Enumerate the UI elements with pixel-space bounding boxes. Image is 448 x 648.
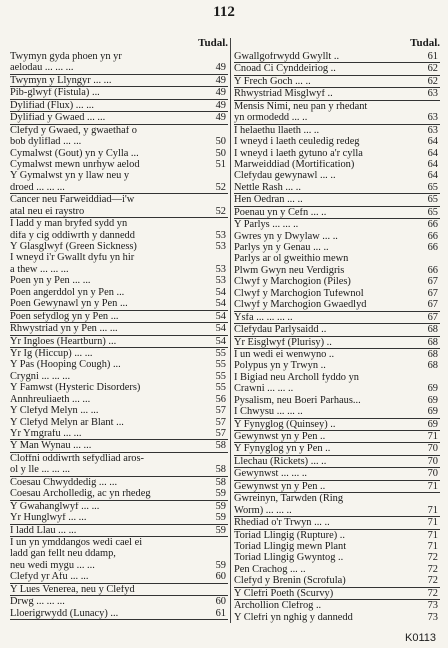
index-entry (234, 159, 440, 170)
index-entry (10, 336, 228, 348)
index-entry (10, 596, 228, 607)
entry-page: 71 (427, 517, 438, 529)
entry-title: Clefydau gewynawl ... .. (234, 171, 336, 182)
entry-title: Clefyd y Brenin (Scrofula) (234, 576, 346, 587)
index-entry (234, 481, 440, 493)
entry-title: Gwreinyn, Tarwden (Ring (234, 494, 344, 505)
entry-page: 62 (427, 63, 438, 75)
entry-title: Y Glasglwyf (Green Sickness) (10, 242, 137, 253)
entry-title: Cymalwst (Gout) yn y Cylla ... (10, 148, 139, 159)
entry-title: I Chwysu ... ... .. (234, 407, 303, 418)
index-entry (10, 371, 228, 382)
entry-title: Y Gymalwst yn y llaw neu y (10, 171, 130, 182)
index-entry (234, 419, 440, 431)
entry-title: Rhwystriad yn y Pen ... ... (10, 324, 118, 335)
entry-title: Yr Ig (Hiccup) ... ... (10, 348, 93, 359)
entry-page: 66 (427, 230, 438, 242)
entry-page: 69 (427, 394, 438, 406)
entry-title: Plwm Gwyn neu Verdigris (234, 265, 345, 276)
entry-page: 66 (427, 264, 438, 276)
index-entry (10, 87, 228, 99)
index-entry (10, 148, 228, 159)
index-entry (234, 88, 440, 100)
entry-page: 55 (215, 382, 226, 394)
entry-page: 69 (427, 406, 438, 418)
entry-title: Lloerigrwydd (Lunacy) ... (10, 608, 119, 619)
page-number: 112 (213, 4, 235, 20)
entry-title: Clwyf y Marchogion (Piles) (234, 277, 351, 288)
entry-title: Y Pas (Hooping Cough) ... (10, 360, 121, 371)
entry-page: 70 (427, 443, 438, 455)
entry-title: Poen angerddol yn y Pen ... (10, 287, 125, 298)
entry-page: 60 (215, 571, 226, 583)
index-entry (234, 299, 440, 311)
index-entry (234, 101, 440, 112)
index-entry (234, 253, 440, 264)
entry-title: Clwyf y Marchogion Tufewnol (234, 288, 364, 299)
entry-page: 51 (215, 158, 226, 170)
entry-page: 53 (215, 263, 226, 275)
index-entry (10, 428, 228, 440)
entry-title: Cloffni oddiwrth sefydliad aros- (10, 453, 144, 464)
entry-title: Gewynwst yn y Pen .. (234, 481, 326, 492)
index-entry (10, 311, 228, 323)
entry-title: I wneyd i laeth gytuno a'r cylla (234, 148, 363, 159)
entry-title: Clefyd yr Afu ... ... (10, 572, 89, 583)
entry-page: 64 (427, 136, 438, 148)
index-entry (234, 588, 440, 600)
entry-page: 72 (427, 563, 438, 575)
index-entry (10, 230, 228, 241)
entry-title: I ladd Llau ... ... (10, 525, 77, 536)
entry-title: Cymalwst mewn unrhyw aelod (10, 159, 140, 170)
entry-page: 66 (427, 219, 438, 231)
index-column-right (230, 38, 440, 623)
index-entry (10, 394, 228, 405)
entry-title: Yr Ymgrafu ... ... (10, 429, 82, 440)
index-entry (10, 464, 228, 476)
index-entry (10, 125, 228, 136)
entry-title: Cancer neu Farweiddiad—i'w (10, 195, 135, 206)
index-entry (10, 571, 228, 583)
index-entry (10, 170, 228, 181)
entry-title: Y Gwahanglwyf ... ... (10, 501, 100, 512)
entry-title: Ysfa ... ... ... .. (234, 312, 293, 323)
entry-page: 49 (215, 87, 226, 99)
entry-title: Y Famwst (Hysteric Disorders) (10, 383, 141, 394)
index-entry (234, 552, 440, 563)
column-header-tudal-right: Tudal. (410, 37, 440, 49)
index-entry (234, 612, 440, 623)
entry-title: difa y cig oddiwrth y dannedd (10, 230, 135, 241)
entry-title: Y Frech Goch ... .. (234, 76, 311, 87)
entry-title: Polypus yn y Trwyn .. (234, 361, 326, 372)
index-entry (234, 231, 440, 242)
index-entry (234, 372, 440, 383)
entry-page: 73 (427, 600, 438, 612)
entry-title: yn ormodedd ... .. (234, 113, 308, 124)
entry-title: I Bigiad neu Archoll fyddo yn (234, 372, 359, 383)
index-entry (234, 276, 440, 287)
index-entry (10, 382, 228, 393)
index-entry (234, 337, 440, 349)
entry-title: Twymyn gyda phoen yn yr (10, 52, 122, 63)
entry-page: 57 (215, 416, 226, 428)
entry-title: Poen Gewynawl yn y Pen ... (10, 299, 128, 310)
index-entry (10, 501, 228, 512)
entry-page: 50 (215, 136, 226, 148)
entry-page: 72 (427, 575, 438, 587)
entry-title: Parlys ar ol gweithio mewn (234, 254, 349, 265)
entry-title: Yr Eisglwyf (Plurisy) .. (234, 337, 332, 348)
entry-page: 67 (427, 287, 438, 299)
entry-title: Poenau yn y Cefn ... .. (234, 207, 327, 218)
entry-title: Poen sefydlog yn y Pen ... (10, 311, 119, 322)
index-entry (234, 493, 440, 504)
entry-page: 59 (215, 512, 226, 524)
entry-page: 58 (215, 476, 226, 488)
index-entry (10, 359, 228, 370)
index-entry (10, 405, 228, 416)
entry-title: Y Clefri yn nghig y dannedd (234, 612, 353, 623)
entry-title: Pib-glwyf (Fistula) ... (10, 88, 100, 99)
index-entry (234, 324, 440, 336)
index-entry (10, 159, 228, 170)
entry-page: 60 (215, 596, 226, 608)
entry-title: Worm) ... ... .. (234, 505, 292, 516)
entry-page: 62 (427, 75, 438, 87)
entry-page: 50 (215, 147, 226, 159)
index-entry (10, 100, 228, 112)
entry-page: 63 (427, 112, 438, 124)
index-entry (10, 440, 228, 452)
entry-page: 68 (427, 348, 438, 360)
index-entry (234, 288, 440, 299)
entry-title: ladd gan fellt neu ddamp, (10, 549, 116, 560)
entry-title: Pysalism, neu Boeri Parhaus... (234, 395, 361, 406)
index-entry (10, 298, 228, 310)
index-entry (234, 182, 440, 194)
entry-title: Y Man Wynau ... ... (10, 441, 92, 452)
entry-title: Dylifiad (Flux) ... ... (10, 100, 94, 111)
entry-title: Archollion Clefrog .. (234, 601, 322, 612)
entry-page: 59 (215, 524, 226, 536)
index-entry (234, 505, 440, 517)
entry-title: bob dyliflad ... ... (10, 137, 82, 148)
entry-page: 53 (215, 275, 226, 287)
entry-page: 49 (215, 74, 226, 86)
entry-title: neu wedi mygu ... ... (10, 560, 95, 571)
entry-page: 56 (215, 393, 226, 405)
index-entry (10, 453, 228, 464)
entry-page: 67 (427, 276, 438, 288)
index-entry (10, 287, 228, 298)
entry-title: Poen yn y Pen ... ... (10, 276, 91, 287)
entry-page: 59 (215, 500, 226, 512)
entry-page: 59 (215, 559, 226, 571)
entry-title: I helaethu llaeth ... .. (234, 125, 320, 136)
index-entry (10, 548, 228, 559)
entry-title: Mensis Nimi, neu pan y rhedant (234, 101, 368, 112)
entry-title: atal neu ei raystro (10, 206, 85, 217)
entry-page: 55 (215, 370, 226, 382)
entry-title: Toriad Llingig Gwyntog .. (234, 553, 344, 564)
index-entry (10, 525, 228, 537)
entry-title: Y Lues Venerea, neu y Clefyd (10, 584, 135, 595)
index-entry (234, 148, 440, 159)
entry-page: 49 (215, 62, 226, 74)
entry-title: Gewynwst ... ... .. (234, 469, 308, 480)
index-entry (10, 608, 228, 620)
entry-page: 70 (427, 455, 438, 467)
index-rows-right (234, 51, 440, 623)
entry-title: Gwres yn y Dwylaw ... .. (234, 231, 338, 242)
entry-title: Y Fynyglog (Quinsey) .. (234, 419, 336, 430)
index-entry (10, 62, 228, 74)
entry-title: I wneyd i laeth ceuledig redeg (234, 137, 360, 148)
index-entry (10, 264, 228, 275)
entry-page: 68 (427, 336, 438, 348)
entry-title: Toriad Llingig (Rupture) .. (234, 530, 345, 541)
index-entry (234, 136, 440, 147)
index-entry (10, 194, 228, 205)
entry-title: Rhwystriad Misglwyf .. (234, 89, 333, 100)
entry-title: Gwallgofrwydd Gwyllt .. (234, 52, 340, 63)
entry-page: 65 (427, 181, 438, 193)
entry-page: 58 (215, 440, 226, 452)
index-entry (234, 125, 440, 136)
index-entry (10, 537, 228, 548)
entry-page: 68 (427, 360, 438, 372)
entry-title: Twymyn y Llyngyr ... ... (10, 75, 112, 86)
index-entry (234, 406, 440, 418)
entry-title: I ladd y man bryfed sydd yn (10, 219, 128, 230)
index-entry (234, 207, 440, 219)
index-entry (234, 600, 440, 611)
index-entry (234, 541, 440, 552)
index-entry (10, 323, 228, 335)
entry-page: 71 (427, 480, 438, 492)
entry-page: 69 (427, 383, 438, 395)
index-entry (10, 488, 228, 500)
entry-page: 71 (427, 529, 438, 541)
entry-page: 52 (215, 205, 226, 217)
entry-page: 64 (427, 158, 438, 170)
entry-title: I un wedi ei wenwyno .. (234, 349, 335, 360)
index-entry (10, 560, 228, 571)
entry-title: Crygni ... ... ... (10, 371, 71, 382)
entry-page: 66 (427, 242, 438, 254)
entry-page: 71 (427, 431, 438, 443)
entry-page: 54 (215, 323, 226, 335)
entry-page: 57 (215, 405, 226, 417)
entry-title: I un yn ymddangos wedi cael ei (10, 537, 143, 548)
entry-page: 54 (215, 335, 226, 347)
entry-title: Clefydau Parlysaidd .. (234, 325, 327, 336)
entry-page: 65 (427, 206, 438, 218)
entry-page: 55 (215, 359, 226, 371)
entry-title: Y Clefyd Melyn ... ... (10, 406, 99, 417)
index-entry (234, 468, 440, 480)
index-entry (10, 275, 228, 286)
index-entry (10, 75, 228, 87)
entry-page: 67 (427, 299, 438, 311)
index-rows-left (10, 51, 228, 620)
column-header-tudal-left: Tudal. (198, 37, 228, 49)
entry-page: 53 (215, 229, 226, 241)
index-entry (234, 242, 440, 253)
entry-page: 54 (215, 310, 226, 322)
entry-page: 59 (215, 488, 226, 500)
entry-title: Y Fynyglog yn y Pen .. (234, 444, 331, 455)
entry-title: Drwg ... ... ... (10, 597, 65, 608)
entry-page: 58 (215, 464, 226, 476)
entry-title: Clefyd y Gwaed, y gwaethaf o (10, 125, 137, 136)
index-entry (10, 136, 228, 147)
entry-page: 53 (215, 241, 226, 253)
entry-page: 54 (215, 286, 226, 298)
index-entry (10, 252, 228, 263)
index-entry (234, 170, 440, 181)
index-entry (10, 218, 228, 229)
entry-page: 63 (427, 88, 438, 100)
index-entry (234, 76, 440, 88)
entry-page: 63 (427, 124, 438, 136)
entry-title: Hen Oedran ... .. (234, 195, 303, 206)
index-entry (10, 51, 228, 62)
entry-page: 64 (427, 170, 438, 182)
index-entry (234, 349, 440, 360)
index-entry (234, 564, 440, 575)
entry-page: 57 (215, 428, 226, 440)
index-entry (234, 395, 440, 406)
index-entry (234, 530, 440, 541)
entry-title: Nettle Rash ... .. (234, 182, 301, 193)
index-entry (10, 206, 228, 218)
index-entry (234, 456, 440, 468)
entry-title: Pen Crachog ... .. (234, 564, 306, 575)
index-entry (234, 265, 440, 276)
entry-title: Yr Ingloes (Heartburn) ... (10, 336, 117, 347)
entry-title: Coesau Archolledig, ac yn rhedeg (10, 489, 151, 500)
entry-title: Cnoad Ci Cynddeiriog .. (234, 64, 336, 75)
entry-page: 67 (427, 311, 438, 323)
index-entry (234, 51, 440, 63)
entry-page: 68 (427, 324, 438, 336)
entry-title: aelodau ... ... ... (10, 63, 74, 74)
index-entry (234, 575, 440, 587)
entry-page: 71 (427, 504, 438, 516)
entry-page: 70 (427, 468, 438, 480)
entry-page: 49 (215, 99, 226, 111)
entry-title: droed ... ... ... (10, 182, 65, 193)
entry-page: 71 (427, 540, 438, 552)
entry-page: 65 (427, 194, 438, 206)
index-entry (10, 348, 228, 359)
entry-title: Llechau (Rickets) ... .. (234, 456, 327, 467)
entry-page: 52 (215, 181, 226, 193)
entry-page: 54 (215, 298, 226, 310)
entry-page: 69 (427, 418, 438, 430)
entry-title: Gewynwst yn y Pen .. (234, 432, 326, 443)
entry-title: Toriad Llingig mewn Plant (234, 541, 347, 552)
index-entry (10, 584, 228, 596)
entry-title: Annhreuliaeth ... ... (10, 394, 91, 405)
index-entry (234, 383, 440, 394)
entry-title: Coesau Chwyddedig ... ... (10, 477, 118, 488)
entry-title: Crawni ... ... .. (234, 384, 294, 395)
entry-title: Marweiddiad (Mortification) (234, 159, 355, 170)
entry-title: Dylifiad y Gwaed ... ... (10, 113, 106, 124)
entry-title: a thew ... ... ... (10, 264, 69, 275)
entry-title: Yr Hunglwyf ... ... (10, 513, 87, 524)
entry-title: Parlys yn y Genau ... .. (234, 243, 329, 254)
entry-page: 64 (427, 147, 438, 159)
index-entry (234, 431, 440, 443)
entry-title: Clwyf y Marchogion Gwaedlyd (234, 300, 367, 311)
entry-page: 61 (215, 607, 226, 619)
index-entry (234, 63, 440, 75)
entry-title: I wneyd i'r Gwallt dyfu yn hir (10, 253, 135, 264)
index-entry (10, 477, 228, 488)
index-entry (10, 182, 228, 194)
entry-page: 49 (215, 112, 226, 124)
index-entry (10, 512, 228, 524)
entry-page: 61 (427, 51, 438, 63)
index-entry (234, 194, 440, 206)
index-entry (234, 312, 440, 324)
index-entry (234, 443, 440, 455)
index-entry (10, 241, 228, 252)
entry-title: Y Parlys ... ... .. (234, 220, 299, 231)
entry-title: Y Clefri Poeth (Scurvy) (234, 588, 334, 599)
archive-code: K0113 (405, 632, 436, 644)
entry-title: ol y lle ... ... ... (10, 465, 71, 476)
index-entry (234, 219, 440, 230)
entry-page: 72 (427, 587, 438, 599)
entry-page: 72 (427, 552, 438, 564)
entry-page: 73 (427, 611, 438, 623)
entry-page: 55 (215, 347, 226, 359)
index-entry (10, 417, 228, 428)
entry-title: Y Clefyd Melyn ar Blant ... (10, 417, 124, 428)
index-entry (234, 112, 440, 124)
index-column-left (10, 38, 228, 620)
index-entry (234, 360, 440, 371)
entry-title: Rhediad o'r Trwyn ... .. (234, 518, 330, 529)
index-entry (10, 112, 228, 124)
index-entry (234, 517, 440, 529)
